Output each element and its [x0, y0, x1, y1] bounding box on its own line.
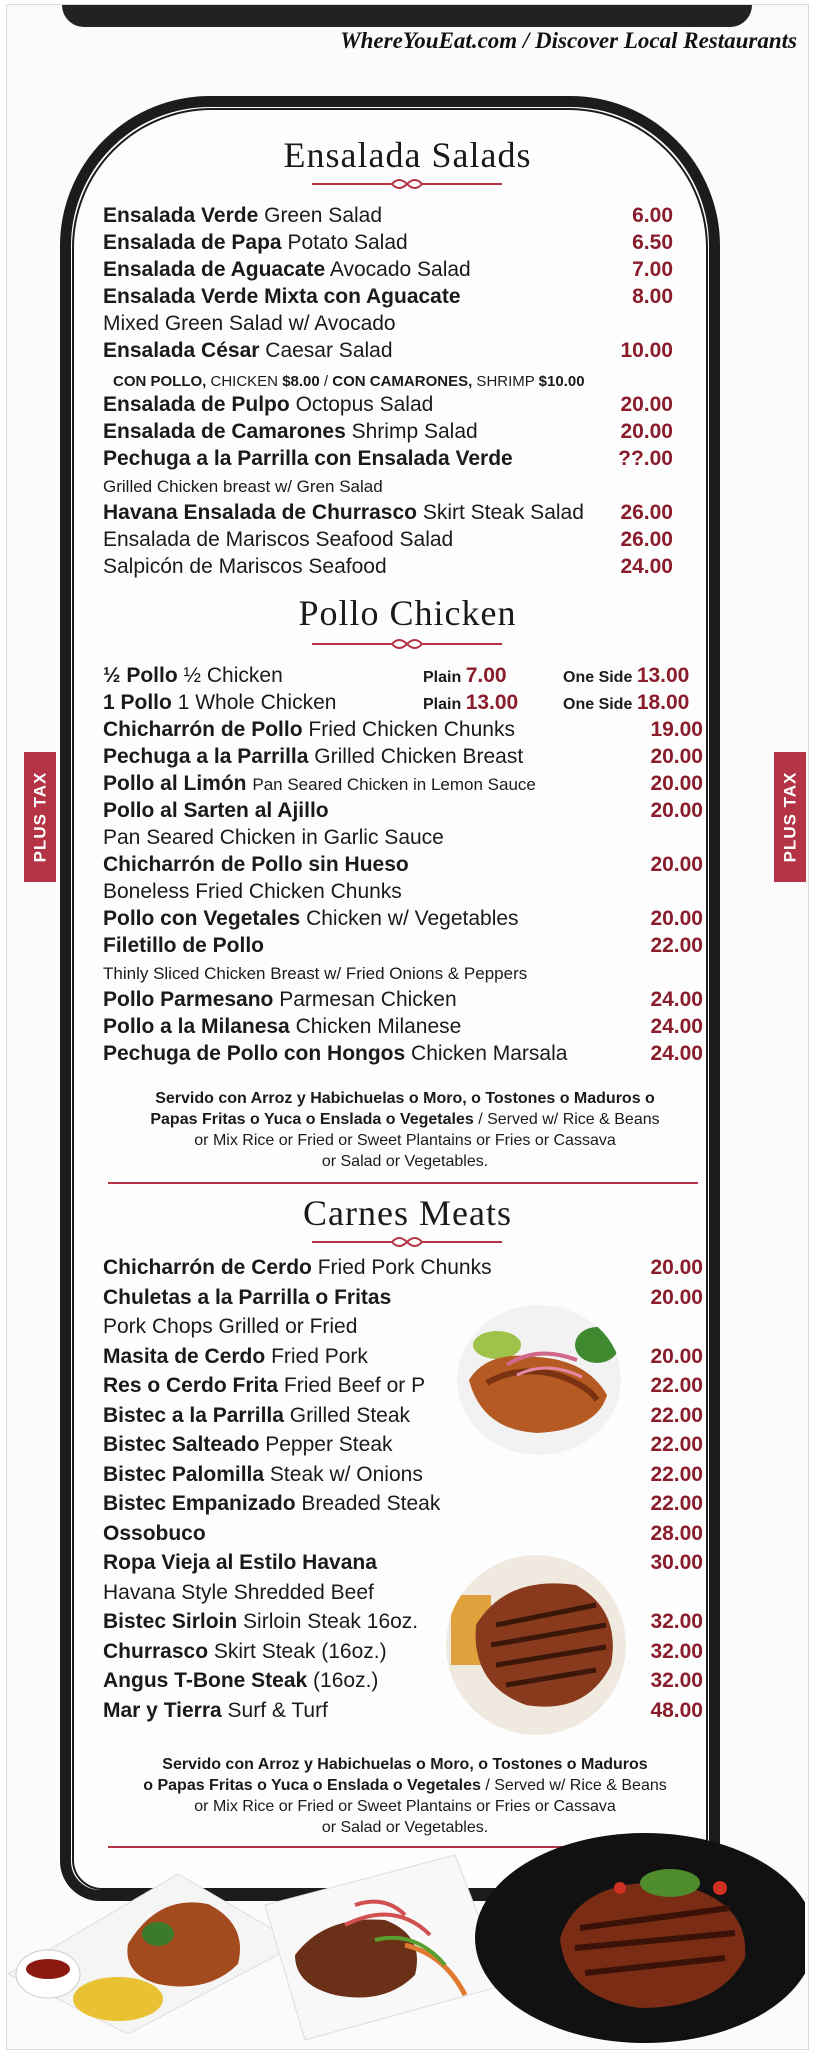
addon-text: / — [319, 373, 333, 390]
item-name-en: Chicken Marsala — [411, 1042, 568, 1065]
item-name-en: Skirt Steak Salad — [422, 501, 584, 524]
menu-item — [103, 312, 703, 339]
sides-note-en: or Mix Rice or Fried or Sweet Plantains or Fries or Cassava — [194, 1798, 616, 1815]
sides-note-en: / Served w/ Rice & Beans — [473, 1111, 660, 1128]
item-name-es: Pechuga a la Parrilla con Ensalada Verde — [103, 447, 513, 470]
item-price: 6.50 — [632, 231, 673, 254]
plus-tax-tab-right — [774, 752, 806, 882]
sides-note-es: Papas Fritas o Yuca o Enslada o Vegetales — [150, 1111, 474, 1128]
item-name-en: Breaded Steak — [301, 1492, 441, 1515]
menu-item — [103, 1256, 703, 1283]
menu-item — [103, 1433, 703, 1460]
item-name-es: Masita de Cerdo — [103, 1344, 266, 1368]
menu-item — [103, 1286, 703, 1313]
side-price: 13.00 — [636, 664, 690, 687]
item-price: 24.00 — [650, 1042, 703, 1065]
item-price: 20.00 — [650, 772, 703, 795]
sides-note-en: or Mix Rice or Fried or Sweet Plantains or Fries or Cassava — [194, 1132, 616, 1149]
plus-tax-label: PLUS TAX — [780, 771, 799, 863]
item-price: 32.00 — [650, 1639, 703, 1663]
item-name-en: Shrimp Salad — [351, 420, 478, 443]
item-price: 22.00 — [650, 1374, 703, 1397]
menu-item — [103, 393, 703, 420]
item-name-en: Grilled Steak — [289, 1403, 411, 1427]
sides-note-es: o Papas Fritas o Yuca o Enslada o Vegetales — [143, 1777, 481, 1794]
item-name-en: Salpicón de Mariscos Seafood — [103, 555, 387, 578]
item-price: 20.00 — [620, 420, 673, 443]
item-name-en: Fried Pork Chunks — [317, 1256, 492, 1279]
item-price: 20.00 — [650, 745, 703, 768]
item-name-en: Potato Salad — [287, 231, 408, 254]
item-price: 24.00 — [620, 555, 673, 578]
item-price: 20.00 — [620, 393, 673, 416]
item-price: 32.00 — [650, 1669, 703, 1692]
item-name-en: Pan Seared Chicken in Lemon Sauce — [252, 775, 536, 794]
item-name-es: Chicharrón de Cerdo — [103, 1256, 312, 1279]
salads-heading: Ensalada Salads — [283, 135, 532, 175]
menu-item — [103, 447, 703, 474]
item-name-es: Chicharrón de Pollo sin Hueso — [103, 853, 409, 876]
sides-note-en: / Served w/ Rice & Beans — [480, 1777, 667, 1794]
menu-item — [103, 258, 703, 285]
item-name-es: Ensalada de Aguacate — [103, 258, 326, 281]
menu-item — [103, 745, 703, 772]
item-price: 8.00 — [632, 285, 673, 308]
item-price: 26.00 — [620, 528, 673, 551]
menu-item — [103, 528, 703, 555]
menu-item — [103, 718, 703, 745]
item-name-en: Skirt Steak (16oz.) — [213, 1639, 387, 1663]
flourish-divider — [307, 176, 507, 192]
item-price: 20.00 — [650, 907, 703, 930]
item-name-en: Octopus Salad — [295, 393, 434, 416]
menu-item — [103, 555, 703, 582]
item-name-es: 1 Pollo — [103, 691, 172, 714]
item-price: 10.00 — [620, 339, 673, 362]
item-name-es: Pollo a la Milanesa — [103, 1015, 290, 1038]
menu-item — [103, 231, 703, 258]
item-name-en: Parmesan Chicken — [279, 988, 457, 1011]
plain-price: 7.00 — [465, 664, 507, 687]
menu-item — [103, 1699, 703, 1726]
item-name-es: Churrasco — [103, 1639, 209, 1663]
menu-item — [103, 934, 703, 961]
item-price: ??.00 — [618, 447, 673, 470]
item-name-es: Bistec Sirloin — [103, 1610, 238, 1633]
addon-text: CHICKEN — [206, 373, 283, 390]
item-name-es: Pollo Parmesano — [103, 988, 274, 1011]
item-name-en: Caesar Salad — [265, 339, 393, 362]
item-name-en: Fried Pork — [271, 1344, 368, 1368]
menu-item — [103, 1315, 703, 1342]
item-name-es: Pechuga a la Parrilla — [103, 745, 309, 768]
item-name-en: Surf & Turf — [227, 1698, 328, 1722]
sides-note-en: or Salad or Vegetables. — [321, 1153, 489, 1170]
section-divider — [108, 1182, 698, 1184]
item-name-en: Chicken w/ Vegetables — [306, 907, 519, 930]
item-name-en: Avocado Salad — [329, 258, 471, 281]
menu-item — [103, 907, 703, 934]
item-price: 48.00 — [650, 1698, 703, 1722]
menu-item — [103, 961, 703, 988]
item-price: 7.00 — [632, 258, 673, 281]
menu-item — [103, 799, 703, 826]
item-name-es: Ensalada de Camarones — [103, 420, 346, 443]
item-name-es: Havana Ensalada de Churrasco — [103, 501, 417, 524]
item-price: 24.00 — [650, 1015, 703, 1038]
item-name-es: ½ Pollo — [103, 664, 178, 687]
item-name-en: Fried Chicken Chunks — [308, 718, 515, 741]
item-name-es: Mar y Tierra — [103, 1698, 222, 1722]
chicken-heading: Pollo Chicken — [298, 593, 517, 633]
pork-chop-photo — [457, 1305, 622, 1455]
flourish-divider — [307, 1234, 507, 1250]
sides-note-es: Servido con Arroz y Habichuelas o Moro, o Tostones o Maduros — [162, 1756, 648, 1773]
meats-sides-note — [105, 1754, 705, 1838]
menu-item — [103, 1042, 703, 1069]
item-name-en: Ensalada de Mariscos Seafood Salad — [103, 528, 454, 551]
item-price: 26.00 — [620, 501, 673, 524]
item-name-es: Pollo al Limón — [103, 772, 247, 795]
side-label: One Side — [563, 696, 633, 713]
item-name-en: Boneless Fried Chicken Chunks — [103, 880, 402, 903]
item-name-en: Green Salad — [264, 204, 383, 227]
item-price: 22.00 — [650, 1433, 703, 1456]
side-price-col — [563, 691, 689, 715]
item-name-en: Pepper Steak — [265, 1433, 393, 1456]
menu-item — [103, 501, 703, 528]
item-name-en: Mixed Green Salad w/ Avocado — [103, 312, 396, 335]
item-price: 22.00 — [650, 1492, 703, 1515]
menu-item — [103, 204, 703, 231]
flourish-divider — [307, 636, 507, 652]
item-name-es: Ensalada Verde — [103, 204, 259, 227]
chicken-sides-note — [105, 1088, 705, 1172]
menu-item — [103, 420, 703, 447]
plain-label: Plain — [423, 669, 462, 686]
menu-item — [103, 474, 703, 501]
menu-item — [103, 285, 703, 312]
item-name-es: Chuletas a la Parrilla o Fritas — [103, 1285, 392, 1309]
item-price: 24.00 — [650, 988, 703, 1011]
sides-note-en: or Salad or Vegetables. — [321, 1819, 489, 1836]
item-name-es: Ropa Vieja al Estilo Havana — [103, 1551, 377, 1574]
menu-item — [103, 772, 703, 799]
item-price: 22.00 — [650, 1462, 703, 1486]
item-price: 20.00 — [650, 799, 703, 822]
ribeye-steak-plate-photo — [470, 1828, 805, 2043]
item-name-en: Grilled Chicken breast w/ Gren Salad — [103, 477, 383, 496]
item-price: 20.00 — [650, 853, 703, 876]
item-name-en: Fried Beef or P — [283, 1374, 426, 1397]
item-name-es: Bistec Palomilla — [103, 1462, 265, 1486]
item-name-en: ½ Chicken — [183, 664, 283, 687]
menu-item-whole-chicken — [103, 691, 703, 718]
menu-item — [103, 1522, 703, 1549]
menu-item — [103, 826, 703, 853]
item-price: 20.00 — [650, 1285, 703, 1309]
item-price: 20.00 — [650, 1256, 703, 1279]
top-border-bar — [62, 5, 752, 27]
item-price: 19.00 — [650, 718, 703, 741]
item-name-en: Pork Chops Grilled or Fried — [103, 1315, 358, 1338]
addon-text: $10.00 — [538, 373, 585, 390]
item-name-es: Ensalada Verde Mixta con Aguacate — [103, 285, 461, 308]
plain-price-col — [423, 664, 507, 688]
item-name-es: Chicharrón de Pollo — [103, 718, 303, 741]
menu-item-half-chicken — [103, 664, 703, 691]
item-price: 20.00 — [650, 1344, 703, 1368]
item-price: 22.00 — [650, 934, 703, 957]
item-name-es: Ensalada de Papa — [103, 231, 282, 254]
item-name-es: Pollo con Vegetales — [103, 907, 301, 930]
item-name-en: 1 Whole Chicken — [177, 691, 337, 714]
sirloin-steak-photo — [446, 1555, 626, 1735]
addon-text: SHRIMP — [472, 373, 539, 390]
plain-label: Plain — [423, 696, 462, 713]
item-name-en: Pan Seared Chicken in Garlic Sauce — [103, 826, 444, 849]
item-name-es: Bistec Salteado — [103, 1433, 260, 1456]
item-name-es: Pollo al Sarten al Ajillo — [103, 799, 329, 822]
menu-item — [103, 1015, 703, 1042]
item-price: 30.00 — [650, 1551, 703, 1574]
item-name-en: Chicken Milanese — [295, 1015, 462, 1038]
meats-heading: Carnes Meats — [303, 1193, 512, 1233]
item-name-es: Ossobuco — [103, 1521, 206, 1545]
item-name-en: Havana Style Shredded Beef — [103, 1580, 374, 1604]
side-label: One Side — [563, 669, 633, 686]
item-price: 6.00 — [632, 204, 673, 227]
menu-item — [103, 339, 703, 366]
item-name-es: Bistec Empanizado — [103, 1492, 296, 1515]
menu-item — [103, 1492, 703, 1519]
addon-text: CON POLLO, — [113, 373, 207, 390]
item-name-es: Ensalada César — [103, 339, 260, 362]
item-name-en: (16oz.) — [313, 1669, 379, 1692]
addon-text: CON CAMARONES, — [332, 373, 473, 390]
item-name-en: Sirloin Steak 16oz. — [243, 1610, 419, 1633]
item-name-es: Res o Cerdo Frita — [103, 1374, 279, 1397]
item-name-es: Bistec a la Parrilla — [103, 1403, 284, 1427]
plus-tax-label: PLUS TAX — [30, 771, 49, 863]
menu-item — [103, 988, 703, 1015]
item-name-es: Filetillo de Pollo — [103, 934, 265, 957]
item-price: 22.00 — [650, 1403, 703, 1427]
item-name-es: Pechuga de Pollo con Hongos — [103, 1042, 406, 1065]
caesar-addon-note — [113, 368, 713, 395]
side-price: 18.00 — [636, 691, 690, 714]
sides-note-es: Servido con Arroz y Habichuelas o Moro, o Tostones o Maduros o — [155, 1090, 655, 1107]
item-name-en: Steak w/ Onions — [269, 1462, 423, 1486]
side-price-col — [563, 664, 689, 688]
addon-text: $8.00 — [282, 373, 320, 390]
menu-item — [103, 1551, 703, 1578]
menu-item — [103, 1463, 703, 1490]
grilled-steak-plate-photo — [255, 1845, 505, 2040]
plus-tax-tab-left — [24, 752, 56, 882]
item-name-en: Thinly Sliced Chicken Breast w/ Fried Onions & Peppers — [103, 964, 528, 983]
plain-price: 13.00 — [465, 691, 519, 714]
item-name-en: Grilled Chicken Breast — [314, 745, 524, 768]
menu-item — [103, 880, 703, 907]
item-price: 28.00 — [650, 1521, 703, 1545]
item-name-es: Angus T-Bone Steak — [103, 1669, 308, 1692]
item-name-es: Ensalada de Pulpo — [103, 393, 290, 416]
site-watermark: WhereYouEat.com / Discover Local Restaurants — [340, 28, 797, 53]
plain-price-col — [423, 691, 518, 715]
menu-item — [103, 853, 703, 880]
item-price: 32.00 — [650, 1610, 703, 1633]
